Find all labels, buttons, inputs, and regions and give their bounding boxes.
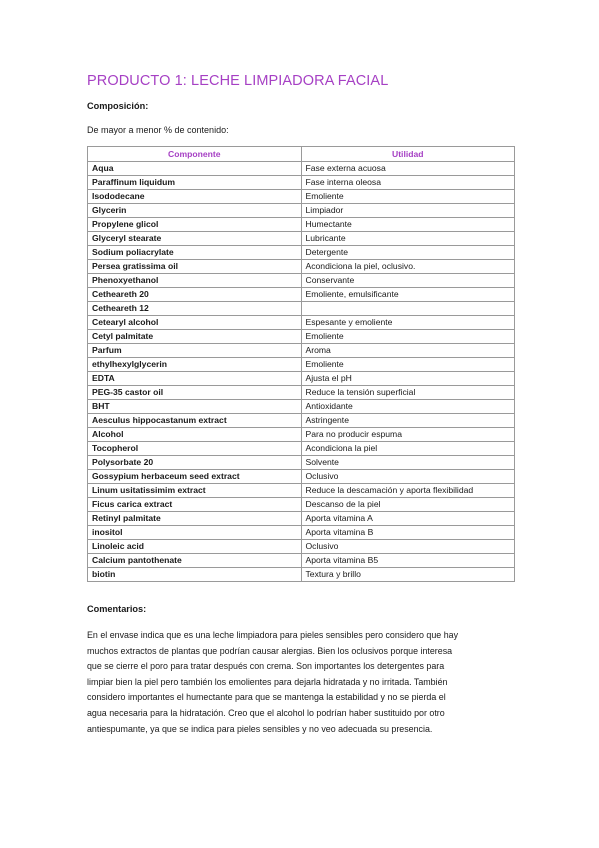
utility-cell: Lubricante	[301, 232, 515, 246]
component-cell: PEG-35 castor oil	[88, 386, 302, 400]
component-cell: Cetyl palmitate	[88, 330, 302, 344]
utility-cell: Acondiciona la piel, oclusivo.	[301, 260, 515, 274]
table-row	[88, 232, 515, 246]
component-cell: EDTA	[88, 372, 302, 386]
table-row	[88, 456, 515, 470]
component-cell: Phenoxyethanol	[88, 274, 302, 288]
component-cell: Retinyl palmitate	[88, 512, 302, 526]
component-cell: Sodium poliacrylate	[88, 246, 302, 260]
component-cell: Aqua	[88, 162, 302, 176]
component-cell: Ficus carica extract	[88, 498, 302, 512]
utility-cell: Emoliente	[301, 358, 515, 372]
utility-cell: Emoliente	[301, 190, 515, 204]
comment-line: En el envase indica que es una leche limpiadora para pieles sensibles pero considero que hay	[87, 630, 459, 640]
table-row	[88, 428, 515, 442]
table-row	[88, 400, 515, 414]
table-row	[88, 442, 515, 456]
utility-cell: Emoliente	[301, 330, 515, 344]
component-cell: Calcium pantothenate	[88, 554, 302, 568]
table-body	[88, 162, 515, 582]
table-row	[88, 190, 515, 204]
table-row	[88, 526, 515, 540]
utility-cell: Oclusivo	[301, 470, 515, 484]
table-row	[88, 316, 515, 330]
utility-cell: Fase externa acuosa	[301, 162, 515, 176]
component-cell: Linum usitatissimim extract	[88, 484, 302, 498]
utility-cell: Reduce la tensión superficial	[301, 386, 515, 400]
table-row	[88, 568, 515, 582]
component-cell: biotin	[88, 568, 302, 582]
component-cell: Gossypium herbaceum seed extract	[88, 470, 302, 484]
utility-cell: Aporta vitamina B	[301, 526, 515, 540]
component-cell: Alcohol	[88, 428, 302, 442]
order-text: De mayor a menor % de contenido:	[87, 125, 229, 135]
component-cell: Ceth​eareth 12	[88, 302, 302, 316]
table-row	[88, 512, 515, 526]
utility-cell: Solvente	[301, 456, 515, 470]
component-cell: Ceth​eareth 20	[88, 288, 302, 302]
table-row	[88, 330, 515, 344]
component-cell: Parfum	[88, 344, 302, 358]
table-row	[88, 218, 515, 232]
utility-cell: Aroma	[301, 344, 515, 358]
comment-line: muchos extractos de plantas que podrían causar alergias. Bien los oclusivos porque interesa	[87, 645, 453, 656]
table-row	[88, 302, 515, 316]
utility-cell: Detergente	[301, 246, 515, 260]
utility-cell: Humectante	[301, 218, 515, 232]
utility-cell: Acondiciona la piel	[301, 442, 515, 456]
utility-cell: Descanso de la piel	[301, 498, 515, 512]
table-row	[88, 162, 515, 176]
component-cell: Paraffinum liquidum	[88, 176, 302, 190]
table-row	[88, 414, 515, 428]
table-row	[88, 288, 515, 302]
table-row	[88, 274, 515, 288]
utility-cell: Emoliente, emulsificante	[301, 288, 515, 302]
utility-cell: Espesante y emoliente	[301, 316, 515, 330]
table-row	[88, 176, 515, 190]
table-row	[88, 204, 515, 218]
component-cell: Linoleic acid	[88, 540, 302, 554]
component-cell: Glycerin	[88, 204, 302, 218]
component-cell: Propylene glicol	[88, 218, 302, 232]
utility-cell: Ajusta el pH	[301, 372, 515, 386]
table-row	[88, 372, 515, 386]
table-row	[88, 260, 515, 274]
utility-cell: Aporta vitamina A	[301, 512, 515, 526]
utility-cell: Aporta vitamina B5	[301, 554, 515, 568]
comments-text	[87, 628, 517, 737]
table-row	[88, 540, 515, 554]
table-row	[88, 470, 515, 484]
component-cell: inositol	[88, 526, 302, 540]
table-row	[88, 386, 515, 400]
utility-cell: Antioxidante	[301, 400, 515, 414]
comment-line: antiespumante, ya que se indica para pieles sensibles y no veo adecuada su presencia.	[87, 723, 433, 734]
comments-heading: Comentarios:	[87, 604, 147, 614]
header-componente: Componente	[88, 147, 302, 162]
component-cell: Cetearyl alcohol	[88, 316, 302, 330]
utility-cell: Textura y brillo	[301, 568, 515, 582]
comment-line: que se cierre el poro para tratar después con crema. Son importantes los detergentes para	[87, 661, 445, 672]
utility-cell: Conservante	[301, 274, 515, 288]
table-row	[88, 498, 515, 512]
page-title: PRODUCTO 1: LECHE LIMPIADORA FACIAL	[87, 73, 389, 89]
component-cell: Isododecane	[88, 190, 302, 204]
table-header-row	[88, 147, 515, 162]
utility-cell: Oclusivo	[301, 540, 515, 554]
composition-table	[87, 146, 515, 582]
component-cell: Glyceryl stearate	[88, 232, 302, 246]
utility-cell	[301, 302, 515, 316]
table-row	[88, 484, 515, 498]
component-cell: Persea gratissima oil	[88, 260, 302, 274]
comment-line: agua necesaria para la hidratación. Creo que el alcohol lo podrían haber sustituido por otro	[87, 707, 445, 718]
component-cell: BHT	[88, 400, 302, 414]
component-cell: Aesculus hippocastanum extract	[88, 414, 302, 428]
table-row	[88, 344, 515, 358]
component-cell: ethylhexylglycerin	[88, 358, 302, 372]
header-utilidad: Utilidad	[301, 147, 515, 162]
table-row	[88, 554, 515, 568]
comment-line: considero importantes el humectante para que se mantenga la estabilidad y no se pierda el	[87, 692, 446, 703]
table-row	[88, 358, 515, 372]
component-cell: Tocopherol	[88, 442, 302, 456]
utility-cell: Astringente	[301, 414, 515, 428]
utility-cell: Reduce la descamación y aporta flexibilidad	[301, 484, 515, 498]
table-row	[88, 246, 515, 260]
component-cell: Polysorbate 20	[88, 456, 302, 470]
comment-line: limpiar bien la piel pero también los emolientes para dejarla hidratada y no irritada. También	[87, 676, 448, 687]
utility-cell: Fase interna oleosa	[301, 176, 515, 190]
composition-heading: Composición:	[87, 101, 149, 111]
utility-cell: Para no producir espuma	[301, 428, 515, 442]
utility-cell: Limpiador	[301, 204, 515, 218]
